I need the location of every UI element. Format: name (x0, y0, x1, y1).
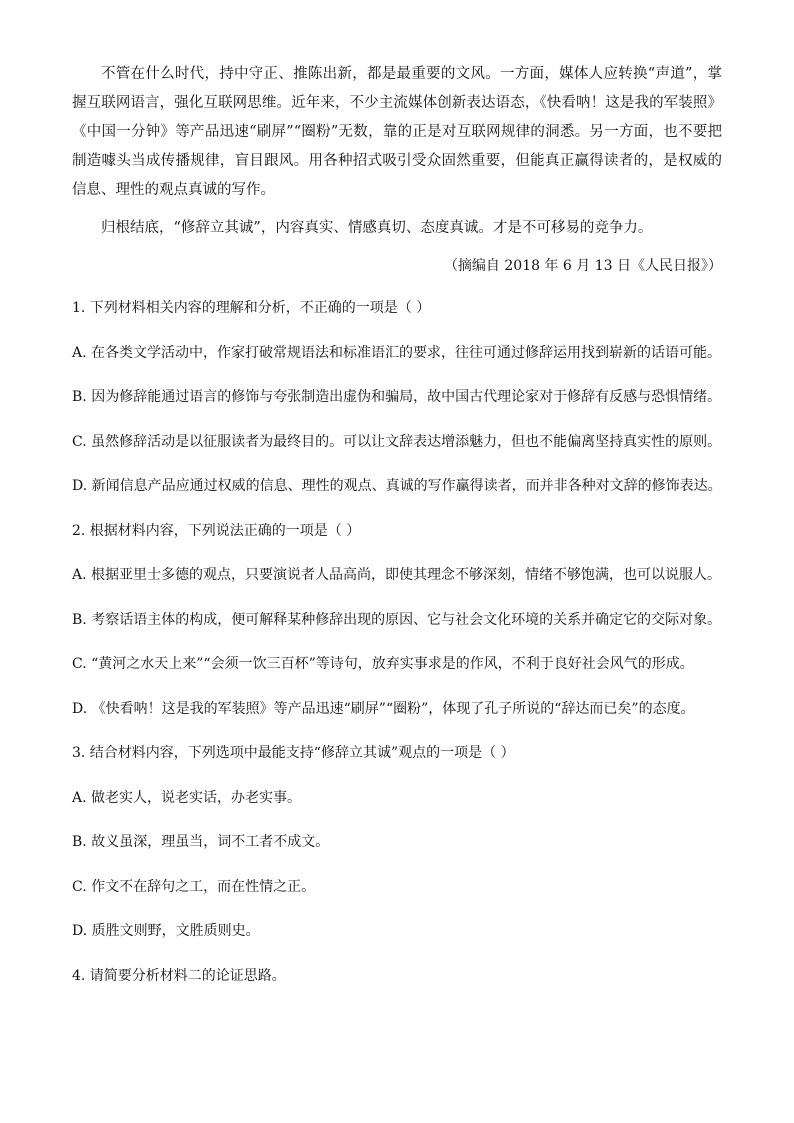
question-2-option-a: A. 根据亚里士多德的观点，只要演说者人品高尚，即使其理念不够深刻，情绪不够饱满，也可以说服人。 (72, 567, 722, 583)
question-3-option-b: B. 故义虽深，理虽当，词不工者不成文。 (72, 834, 330, 850)
question-4-stem: 4. 请简要分析材料二的论证思路。 (72, 967, 286, 984)
question-2-option-d: D. 《快看呐！这是我的军装照》等产品迅速“刷屏”“圈粉”，体现了孔子所说的“辞达而已矣”的态度。 (72, 700, 695, 717)
reading-passage (72, 60, 722, 281)
question-1-option-a: A. 在各类文学活动中，作家打破常规语法和标准语汇的要求，往往可通过修辞运用找到崭新的话语可能。 (72, 344, 722, 361)
question-3-option-d: D. 质胜文则野，文胜质则史。 (72, 923, 260, 939)
question-1-option-b: B. 因为修辞能通过语言的修饰与夸张制造出虚伪和骗局，故中国古代理论家对于修辞有反感与恐惧情绪。 (72, 389, 722, 405)
question-2-option-b: B. 考察话语主体的构成，便可解释某种修辞出现的原因、它与社会文化环境的关系并确定它的交际对象。 (72, 611, 722, 628)
question-1-stem: 1. 下列材料相关内容的理解和分析，不正确的一项是（ ） (72, 300, 431, 316)
question-3-stem: 3. 结合材料内容，下列选项中最能支持“修辞立其诚”观点的一项是（ ） (72, 745, 515, 761)
question-3-option-a: A. 做老实人，说老实话，办老实事。 (72, 789, 302, 806)
passage-paragraph-2: 归根结底，“修辞立其诚”，内容真实、情感真切、态度真诚。才是不可移易的竞争力。 (101, 220, 653, 236)
question-2-stem: 2. 根据材料内容，下列说法正确的一项是（ ） (72, 522, 361, 539)
question-list (72, 297, 722, 987)
question-1-option-d: D. 新闻信息产品应通过权威的信息、理性的观点、真诚的写作赢得读者，而并非各种对文辞的修饰表达。 (72, 478, 722, 494)
passage-source: （摘编自 2018 年 6 月 13 日《人民日报》） (443, 258, 722, 274)
question-1-option-c: C. 虽然修辞活动是以征服读者为最终目的。可以让文辞表达增添魅力，但也不能偏离坚持真实性的原则。 (72, 433, 722, 450)
question-2-option-c: C. “黄河之水天上来”“会须一饮三百杯”等诗句，放弃实事求是的作风，不利于良好社会风气的形成。 (72, 656, 694, 672)
question-3-option-c: C. 作文不在辞句之工，而在性情之正。 (72, 878, 316, 895)
passage-paragraph-1: 不管在什么时代，持中守正、推陈出新，都是最重要的文风。一方面，媒体人应转换“声道”，掌握互联网语言，强化互联网思维。近年来，不少主流媒体创新表达语态，《快看呐！这是我的军装照》《中国一分钟》等产品迅速“刷屏”“圈粉”无数，靠的正是对互联网规律的洞悉。另一方面，也不要把制造噱头当成传播规律，盲目跟风。用各种招式吸引受众固然重要，但能真正赢得读者的，是权威的信息、理性的观点真诚的写作。 (72, 66, 722, 198)
